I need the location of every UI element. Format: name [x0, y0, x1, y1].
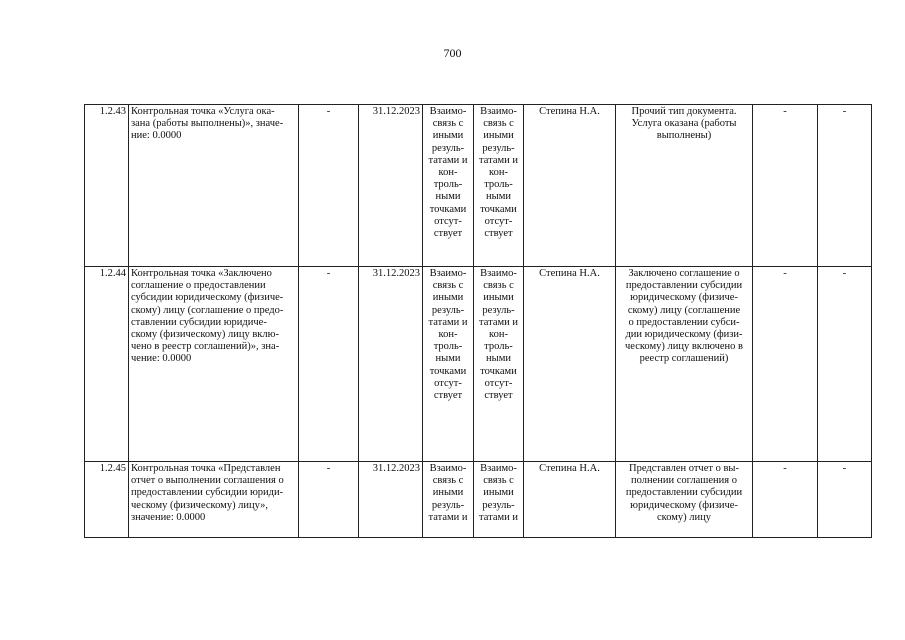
control-point-name-cell: [129, 462, 299, 538]
relation-previous-text: Взаимо- связь с иными резуль- татами и кон- троль- ными точками отсут- ствует: [428, 268, 468, 402]
information-system-cell: -: [753, 462, 818, 538]
relation-previous-cell: [423, 462, 474, 538]
control-point-name-cell: [129, 267, 299, 462]
relation-previous-cell: [423, 267, 474, 462]
relation-previous-text: Взаимо- связь с иными резуль- татами и кон- троль- ными точками отсут- ствует: [428, 106, 468, 240]
extra-cell: -: [818, 462, 872, 538]
row-number-cell: 1.2.44: [85, 267, 129, 462]
start-date-cell: -: [299, 267, 359, 462]
relation-next-cell: [474, 267, 524, 462]
control-point-name: Контрольная точка «Заключено соглашение о предоставлении субсидии юридическому (физиче- скому) лицу (соглашение о предо- ставлении субсидии юридиче- скому (физическому) лицу вклю- чено в реестр соглашений)», зна- чение: 0.0000: [131, 268, 284, 365]
table-row: [85, 267, 872, 462]
responsible-cell: Степина Н.А.: [524, 105, 616, 267]
table-row: [85, 105, 872, 267]
document-cell: [616, 462, 753, 538]
end-date-cell: 31.12.2023: [359, 462, 423, 538]
control-point-name: Контрольная точка «Представлен отчет о выполнении соглашения о предоставлении субсидии юриди- ческому (физическому) лицу», значение: 0.0000: [131, 463, 284, 523]
page-number: 700: [443, 46, 462, 60]
row-number-cell: 1.2.43: [85, 105, 129, 267]
end-date-cell: 31.12.2023: [359, 267, 423, 462]
relation-next-text: Взаимо- связь с иными резуль- татами и: [479, 463, 518, 523]
relation-next-text: Взаимо- связь с иными резуль- татами и кон- троль- ными точками отсут- ствует: [479, 106, 518, 240]
responsible-cell: Степина Н.А.: [524, 267, 616, 462]
start-date-cell: -: [299, 105, 359, 267]
information-system-cell: -: [753, 267, 818, 462]
control-points-table: [84, 104, 872, 538]
end-date-cell: 31.12.2023: [359, 105, 423, 267]
start-date-cell: -: [299, 462, 359, 538]
document-cell: [616, 267, 753, 462]
control-point-name-cell: [129, 105, 299, 267]
document-cell: [616, 105, 753, 267]
extra-cell: -: [818, 105, 872, 267]
document-text: Представлен отчет о вы- полнении соглашения о предоставлении субсидии юридическому (физиче- скому) лицу: [625, 463, 743, 523]
row-number-cell: 1.2.45: [85, 462, 129, 538]
relation-next-cell: [474, 462, 524, 538]
relation-next-cell: [474, 105, 524, 267]
table-row: [85, 462, 872, 538]
responsible-cell: Степина Н.А.: [524, 462, 616, 538]
relation-previous-text: Взаимо- связь с иными резуль- татами и: [428, 463, 468, 523]
document-text: Прочий тип документа. Услуга оказана (работы выполнены): [631, 106, 737, 142]
document-text: Заключено соглашение о предоставлении субсидии юридическому (физиче- скому) лицу (соглашение о предоставлении субси- дии юридическому (физи- ческому) лицу включено в реестр соглашений): [625, 268, 743, 365]
control-point-name: Контрольная точка «Услуга ока- зана (работы выполнены)», значе- ние: 0.0000: [131, 106, 284, 142]
relation-previous-cell: [423, 105, 474, 267]
relation-next-text: Взаимо- связь с иными резуль- татами и кон- троль- ными точками отсут- ствует: [479, 268, 518, 402]
extra-cell: -: [818, 267, 872, 462]
information-system-cell: -: [753, 105, 818, 267]
